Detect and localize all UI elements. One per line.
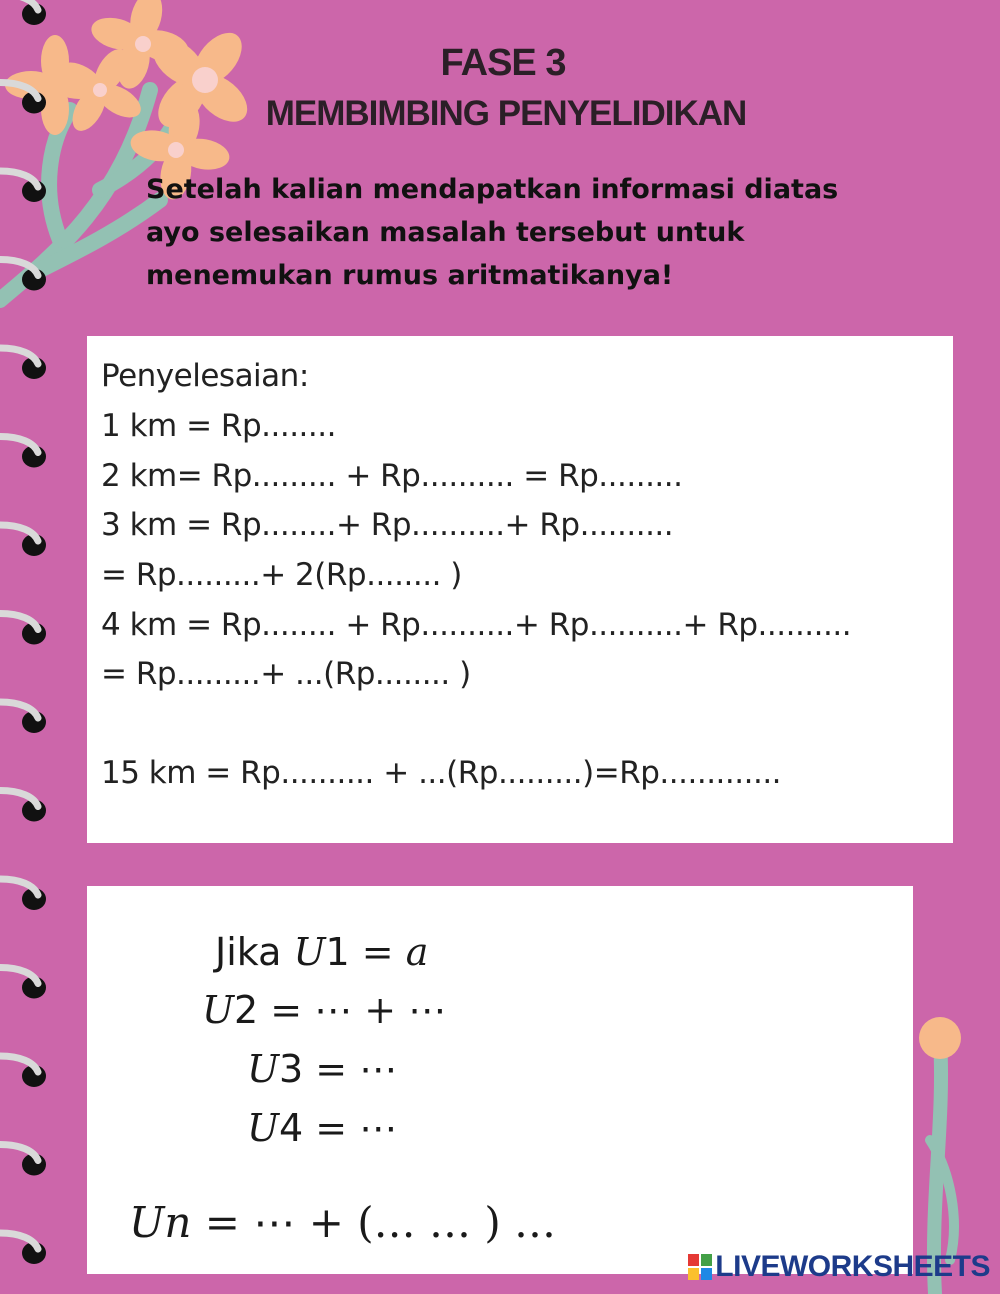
formula-u2-sub: 2 xyxy=(234,988,259,1032)
solution-heading: Penyelesaian: xyxy=(101,358,309,394)
solution-panel xyxy=(87,336,953,843)
solution-line: 2 km= Rp......... + Rp.......... = Rp......... xyxy=(101,458,683,494)
formula-u4 xyxy=(247,1106,397,1150)
formula-un xyxy=(129,1198,556,1247)
formula-jika: Jika xyxy=(215,930,294,974)
formula-u4-var: U xyxy=(247,1106,280,1150)
formula-u1-var: U xyxy=(293,930,326,974)
formula-u1-equals: = xyxy=(349,930,406,974)
instruction-line: menemukan rumus aritmatikanya! xyxy=(146,260,674,291)
solution-line: 1 km = Rp........ xyxy=(101,408,336,444)
formula-u1-sub: 1 xyxy=(325,930,350,974)
solution-line: = Rp.........+ ...(Rp........ ) xyxy=(101,656,471,692)
watermark-text: LIVEWORKSHEETS xyxy=(715,1250,990,1283)
formula-u1-a: a xyxy=(405,930,429,974)
formula-u2-var: U xyxy=(202,988,235,1032)
formula-u3 xyxy=(247,1047,397,1091)
solution-line: 15 km = Rp.......... + ...(Rp.........)=Rp............. xyxy=(101,755,782,791)
page-title: FASE 3 xyxy=(440,42,566,84)
solution-line: = Rp.........+ 2(Rp........ ) xyxy=(101,557,462,593)
formula-u3-var: U xyxy=(247,1047,280,1091)
solution-line: 4 km = Rp........ + Rp..........+ Rp..........+ Rp.......... xyxy=(101,607,852,643)
formula-un-rhs: = ⋯ + (… … ) … xyxy=(191,1198,557,1247)
page-subtitle: MEMBIMBING PENYELIDIKAN xyxy=(265,94,747,133)
formula-u1 xyxy=(215,930,428,974)
instruction-line: ayo selesaikan masalah tersebut untuk xyxy=(146,217,745,248)
liveworksheets-watermark xyxy=(688,1250,990,1284)
formula-u3-sub: 3 xyxy=(279,1047,304,1091)
instructions xyxy=(146,168,926,297)
formula-u4-rhs: = ⋯ xyxy=(303,1106,398,1150)
formula-panel xyxy=(87,886,913,1274)
instruction-line: Setelah kalian mendapatkan informasi diatas xyxy=(146,174,839,205)
formula-u3-rhs: = ⋯ xyxy=(303,1047,398,1091)
formula-u4-sub: 4 xyxy=(279,1106,304,1150)
spiral-binding xyxy=(0,0,60,1294)
formula-un-var: Un xyxy=(129,1198,192,1247)
formula-u2 xyxy=(202,988,446,1032)
formula-u2-rhs: = ⋯ + ⋯ xyxy=(258,988,447,1032)
solution-line: 3 km = Rp........+ Rp..........+ Rp.......... xyxy=(101,507,674,543)
liveworksheets-logo-icon xyxy=(688,1254,712,1280)
